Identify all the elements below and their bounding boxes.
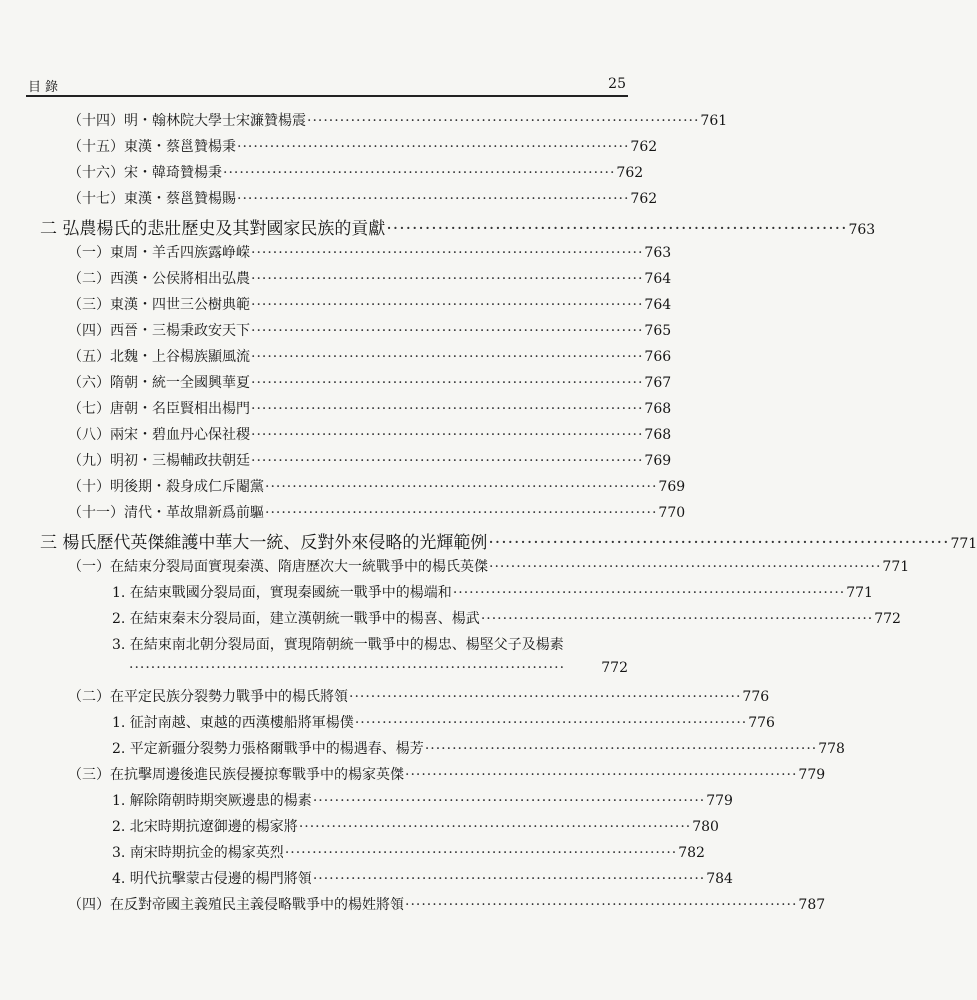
dot-leader: ················································································ [129, 660, 566, 676]
toc-entry-title: （三）在抗擊周邊後進民族侵擾掠奪戰爭中的楊家英傑 [68, 767, 404, 783]
toc-entry-title: （八）兩宋・碧血丹心保社稷 [68, 427, 250, 443]
toc-entry-title: （九）明初・三楊輔政扶朝廷 [68, 453, 250, 469]
toc-entry-page: 779 [798, 767, 826, 783]
toc-entry-title: 2. 平定新疆分裂勢力張格爾戰爭中的楊遇春、楊芳 [112, 741, 424, 757]
dot-leader: ········································································ [265, 505, 658, 521]
toc-entry-page: 764 [644, 271, 672, 287]
toc-entry-page: 762 [616, 165, 644, 181]
dot-leader: ········································································ [251, 349, 644, 365]
dot-leader: ········································································ [349, 689, 742, 705]
dot-leader: ········································································ [251, 375, 644, 391]
toc-entry-page: 770 [658, 505, 686, 521]
toc-entry[interactable] [68, 294, 672, 314]
toc-entry-title: （十七）東漢・蔡邕贊楊賜 [68, 191, 236, 207]
toc-entry-title: （四）在反對帝國主義殖民主義侵略戰爭中的楊姓將領 [68, 897, 404, 913]
toc-entry-page: 776 [748, 715, 775, 731]
toc-entry-title: （十五）東漢・蔡邕贊楊秉 [68, 139, 236, 155]
toc-entry-title: 1. 征討南越、東越的西漢樓船將軍楊僕 [112, 715, 354, 731]
toc-entry-wrapped[interactable] [112, 634, 628, 654]
toc-entry[interactable] [68, 162, 644, 182]
header-rule [26, 95, 628, 97]
toc-entry[interactable] [68, 242, 672, 262]
dot-leader: ········································································ [251, 297, 644, 313]
dot-leader: ········································································ [480, 611, 874, 627]
toc-entry-page: 784 [706, 871, 733, 887]
toc-entry-title: 1. 在結束戰國分裂局面，實現秦國統一戰爭中的楊端和 [112, 585, 452, 601]
toc-entry-page: 768 [644, 427, 672, 443]
toc-entry[interactable] [68, 894, 826, 914]
toc-entry-page: 767 [644, 375, 672, 391]
toc-entry-title: 2. 北宋時期抗遼御邊的楊家將 [112, 819, 298, 835]
toc-entry[interactable] [112, 842, 705, 862]
dot-leader: ········································································ [251, 453, 644, 469]
toc-entry[interactable] [112, 868, 733, 888]
running-header [28, 76, 628, 96]
toc-entry[interactable] [112, 790, 733, 810]
page-number: 25 [608, 76, 626, 92]
toc-entry[interactable] [68, 398, 672, 418]
toc-entry[interactable] [68, 450, 672, 470]
toc-entry-page: 769 [644, 453, 672, 469]
toc-entry[interactable] [112, 608, 901, 628]
dot-leader: ········································································ [237, 191, 630, 207]
toc-entry[interactable] [68, 346, 672, 366]
toc-entry-continuation [128, 660, 628, 676]
dot-leader: ········································································ [452, 585, 846, 601]
toc-entry-page: 763 [644, 245, 672, 261]
toc-entry-title: （四）西晉・三楊秉政安天下 [68, 323, 250, 339]
dot-leader: ········································································ [298, 819, 692, 835]
toc-entry-title: （一）東周・羊舌四族露峥嵘 [68, 245, 250, 261]
toc-entry[interactable] [68, 424, 672, 444]
dot-leader: ········································································ [354, 715, 748, 731]
toc-entry-page: 772 [874, 611, 901, 627]
toc-entry-title: 三 楊氏歷代英傑維護中華大一統、反對外來侵略的光輝範例 [40, 533, 488, 553]
toc-entry[interactable] [68, 686, 770, 706]
dot-leader: ········································································ [312, 871, 706, 887]
toc-entry-title: （十六）宋・韓琦贊楊秉 [68, 165, 222, 181]
toc-entry-title: （五）北魏・上谷楊族顯風流 [68, 349, 250, 365]
toc-entry-page: 776 [742, 689, 770, 705]
toc-entry-title: （一）在結束分裂局面實現秦漢、隋唐歷次大一統戰爭中的楊氏英傑 [68, 559, 488, 575]
toc-entry-page: 780 [692, 819, 719, 835]
toc-entry[interactable] [68, 110, 728, 130]
toc-entry-page: 769 [658, 479, 686, 495]
dot-leader: ········································································ [405, 897, 798, 913]
toc-entry-page: 763 [848, 222, 876, 238]
dot-leader: ········································································ [251, 427, 644, 443]
toc-entry-title: （十）明後期・殺身成仁斥閹黨 [68, 479, 264, 495]
toc-entry-title: 4. 明代抗擊蒙古侵邊的楊門將領 [112, 871, 312, 887]
toc-entry-title: 2. 在結束秦末分裂局面，建立漢朝統一戰爭中的楊喜、楊武 [112, 611, 480, 627]
dot-leader: ········································································ [251, 245, 644, 261]
dot-leader: ········································································ [307, 113, 700, 129]
toc-entry-title: （六）隋朝・統一全國興華夏 [68, 375, 250, 391]
toc-entry-page: 779 [706, 793, 733, 809]
toc-entry-page: 762 [630, 191, 658, 207]
toc-entry-title: （二）在平定民族分裂勢力戰爭中的楊氏將領 [68, 689, 348, 705]
toc-entry[interactable] [68, 502, 686, 522]
toc-entry-title: （二）西漢・公侯將相出弘農 [68, 271, 250, 287]
toc-entry[interactable] [68, 764, 826, 784]
toc-entry-page: 782 [678, 845, 705, 861]
toc-part-heading[interactable] [40, 528, 977, 553]
toc-entry-page: 766 [644, 349, 672, 365]
toc-entry-page: 762 [630, 139, 658, 155]
toc-entry-page: 765 [644, 323, 672, 339]
toc-entry-title: （十一）清代・革故鼎新爲前驅 [68, 505, 264, 521]
dot-leader: ········································································ [488, 533, 950, 553]
toc-entry[interactable] [68, 372, 672, 392]
section-title: 目錄 [28, 80, 63, 95]
toc-entry[interactable] [112, 816, 719, 836]
toc-entry-title: 1. 解除隋朝時期突厥邊患的楊素 [112, 793, 312, 809]
dot-leader: ········································································ [265, 479, 658, 495]
toc-entry-page: 771 [950, 536, 977, 552]
dot-leader: ········································································ [424, 741, 818, 757]
dot-leader: ········································································ [251, 401, 644, 417]
toc-entry-title: （三）東漢・四世三公樹典範 [68, 297, 250, 313]
dot-leader: ········································································ [251, 323, 644, 339]
toc-entry[interactable] [68, 320, 672, 340]
toc-entry-page: 771 [846, 585, 873, 601]
dot-leader: ········································································ [223, 165, 616, 181]
dot-leader: ········································································ [386, 219, 848, 239]
dot-leader: ········································································ [405, 767, 798, 783]
toc-entry-page: 761 [700, 113, 728, 129]
toc-entry[interactable] [68, 188, 658, 208]
toc-entry[interactable] [112, 582, 873, 602]
dot-leader: ········································································ [251, 271, 644, 287]
toc-entry-title: （七）唐朝・名臣賢相出楊門 [68, 401, 250, 417]
dot-leader: ········································································ [489, 559, 882, 575]
toc-entry-title: （十四）明・翰林院大學士宋濂贊楊震 [68, 113, 306, 129]
dot-leader: ········································································ [237, 139, 630, 155]
dot-leader: ········································································ [312, 793, 706, 809]
toc-entry-page: 768 [644, 401, 672, 417]
dot-leader: ········································································ [284, 845, 678, 861]
toc-entry[interactable] [68, 136, 658, 156]
toc-entry-title: 3. 在結束南北朝分裂局面，實現隋朝統一戰爭中的楊忠、楊堅父子及楊素 [112, 637, 564, 653]
toc-part-heading[interactable] [40, 214, 876, 239]
toc-entry[interactable] [68, 476, 686, 496]
toc-entry[interactable] [112, 738, 845, 758]
toc-entry[interactable] [68, 268, 672, 288]
toc-entry[interactable] [68, 556, 910, 576]
toc-entry-title: 3. 南宋時期抗金的楊家英烈 [112, 845, 284, 861]
toc-entry-title: 二 弘農楊氏的悲壯歷史及其對國家民族的貢獻 [40, 219, 386, 239]
toc-entry-page: 787 [798, 897, 826, 913]
toc-entry[interactable] [112, 712, 775, 732]
toc-entry-page: 778 [818, 741, 845, 757]
toc-entry-page: 772 [601, 660, 628, 676]
toc-entry-page: 771 [882, 559, 910, 575]
toc-entry-page: 764 [644, 297, 672, 313]
